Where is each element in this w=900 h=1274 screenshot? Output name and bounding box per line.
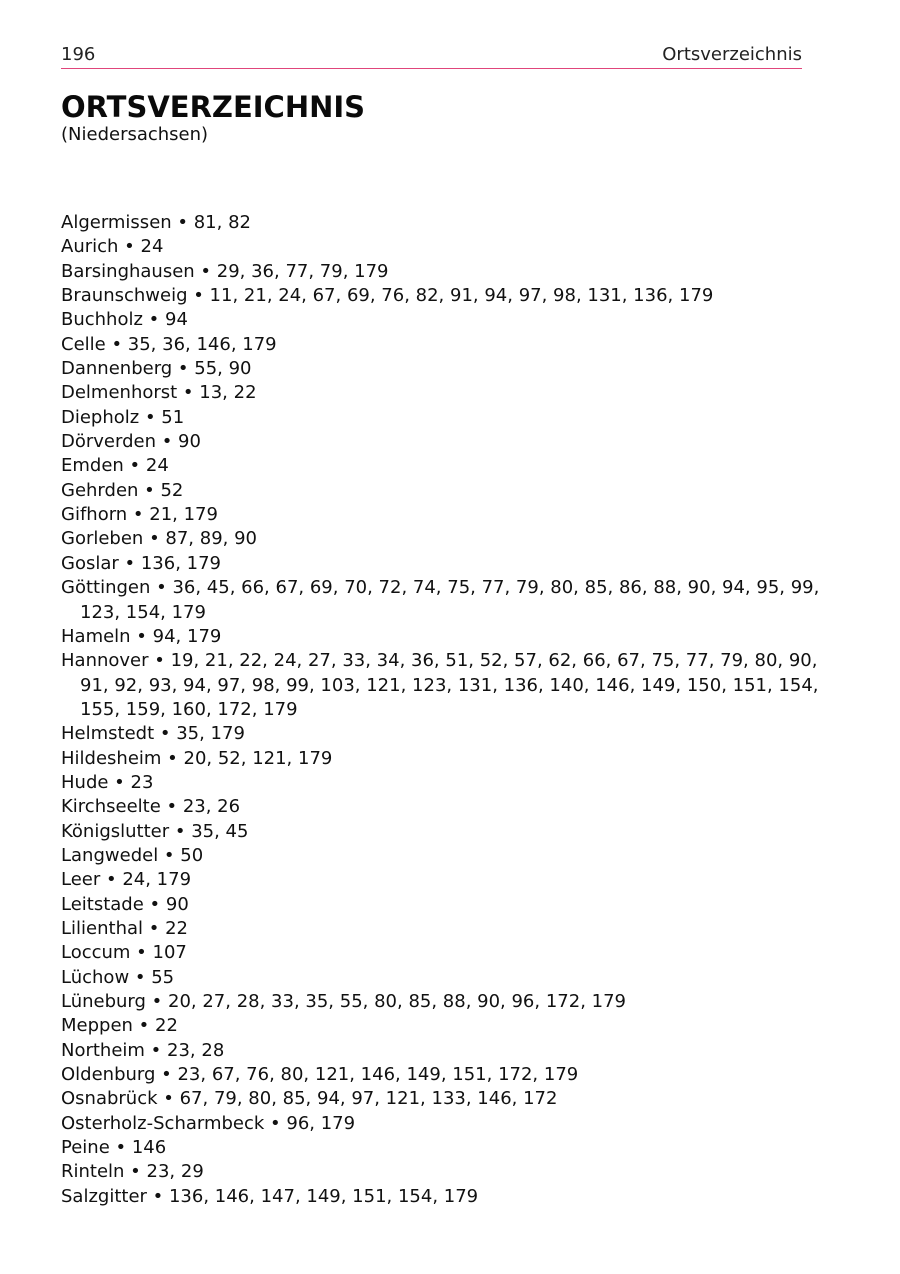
running-header	[61, 44, 802, 69]
page-subtitle: (Niedersachsen)	[61, 124, 209, 145]
index-entry: Delmenhorst • 13, 22	[61, 382, 257, 404]
index-entry: Rinteln • 23, 29	[61, 1161, 204, 1183]
index-entry: Dörverden • 90	[61, 431, 201, 453]
place-index-list	[61, 211, 821, 1209]
index-entry: Algermissen • 81, 82	[61, 212, 251, 233]
index-entry: Hude • 23	[61, 771, 154, 793]
index-entry: Osterholz-Scharmbeck • 96, 179	[61, 1112, 356, 1134]
index-entry: Gorleben • 87, 89, 90	[61, 528, 258, 550]
index-entry: Emden • 24	[61, 455, 169, 477]
index-entry: Dannenberg • 55, 90	[61, 358, 252, 380]
index-entry: Peine • 146	[61, 1137, 167, 1159]
page-number: 196	[61, 44, 96, 65]
index-entry: Hannover • 19, 21, 22, 24, 27, 33, 34, 36, 51, 52, 57, 62, 66, 67, 75, 77, 79, 80, 90, 91, 92, 93, 94, 97, 98, 99, 103, 121, 123, 131, 136, 140, 146, 149, 150, 151, 154, 155, 159, 160, 172, 179	[61, 650, 819, 720]
index-entry: Barsinghausen • 29, 36, 77, 79, 179	[61, 260, 389, 282]
index-entry: Lilienthal • 22	[61, 917, 188, 939]
index-entry: Königslutter • 35, 45	[61, 820, 249, 842]
index-entry: Oldenburg • 23, 67, 76, 80, 121, 146, 149, 151, 172, 179	[61, 1064, 579, 1086]
index-entry: Salzgitter • 136, 146, 147, 149, 151, 154, 179	[61, 1185, 479, 1207]
index-entry: Buchholz • 94	[61, 309, 188, 331]
index-entry: Langwedel • 50	[61, 844, 204, 866]
index-entry: Northeim • 23, 28	[61, 1039, 225, 1061]
index-entry: Goslar • 136, 179	[61, 552, 221, 574]
index-entry: Lüneburg • 20, 27, 28, 33, 35, 55, 80, 85, 88, 90, 96, 172, 179	[61, 991, 626, 1012]
index-entry: Göttingen • 36, 45, 66, 67, 69, 70, 72, 74, 75, 77, 79, 80, 85, 86, 88, 90, 94, 95, 99, 123, 154, 179	[61, 577, 820, 623]
index-entry: Osnabrück • 67, 79, 80, 85, 94, 97, 121, 133, 146, 172	[61, 1088, 558, 1110]
index-entry: Meppen • 22	[61, 1015, 178, 1037]
index-entry: Diepholz • 51	[61, 406, 185, 428]
index-entry: Celle • 35, 36, 146, 179	[61, 333, 277, 355]
index-entry: Leitstade • 90	[61, 893, 189, 915]
index-entry: Leer • 24, 179	[61, 869, 192, 891]
running-title: Ortsverzeichnis	[662, 44, 802, 65]
index-entry: Braunschweig • 11, 21, 24, 67, 69, 76, 82, 91, 94, 97, 98, 131, 136, 179	[61, 285, 714, 307]
index-entry: Kirchseelte • 23, 26	[61, 796, 241, 818]
index-entry: Hameln • 94, 179	[61, 625, 222, 647]
index-entry: Gehrden • 52	[61, 479, 184, 501]
index-entry: Gifhorn • 21, 179	[61, 504, 218, 526]
page-title: ORTSVERZEICHNIS	[61, 90, 366, 124]
index-entry: Helmstedt • 35, 179	[61, 723, 245, 745]
index-entry: Aurich • 24	[61, 236, 164, 258]
index-entry: Lüchow • 55	[61, 966, 175, 988]
index-entry: Loccum • 107	[61, 942, 187, 964]
index-entry: Hildesheim • 20, 52, 121, 179	[61, 747, 333, 769]
